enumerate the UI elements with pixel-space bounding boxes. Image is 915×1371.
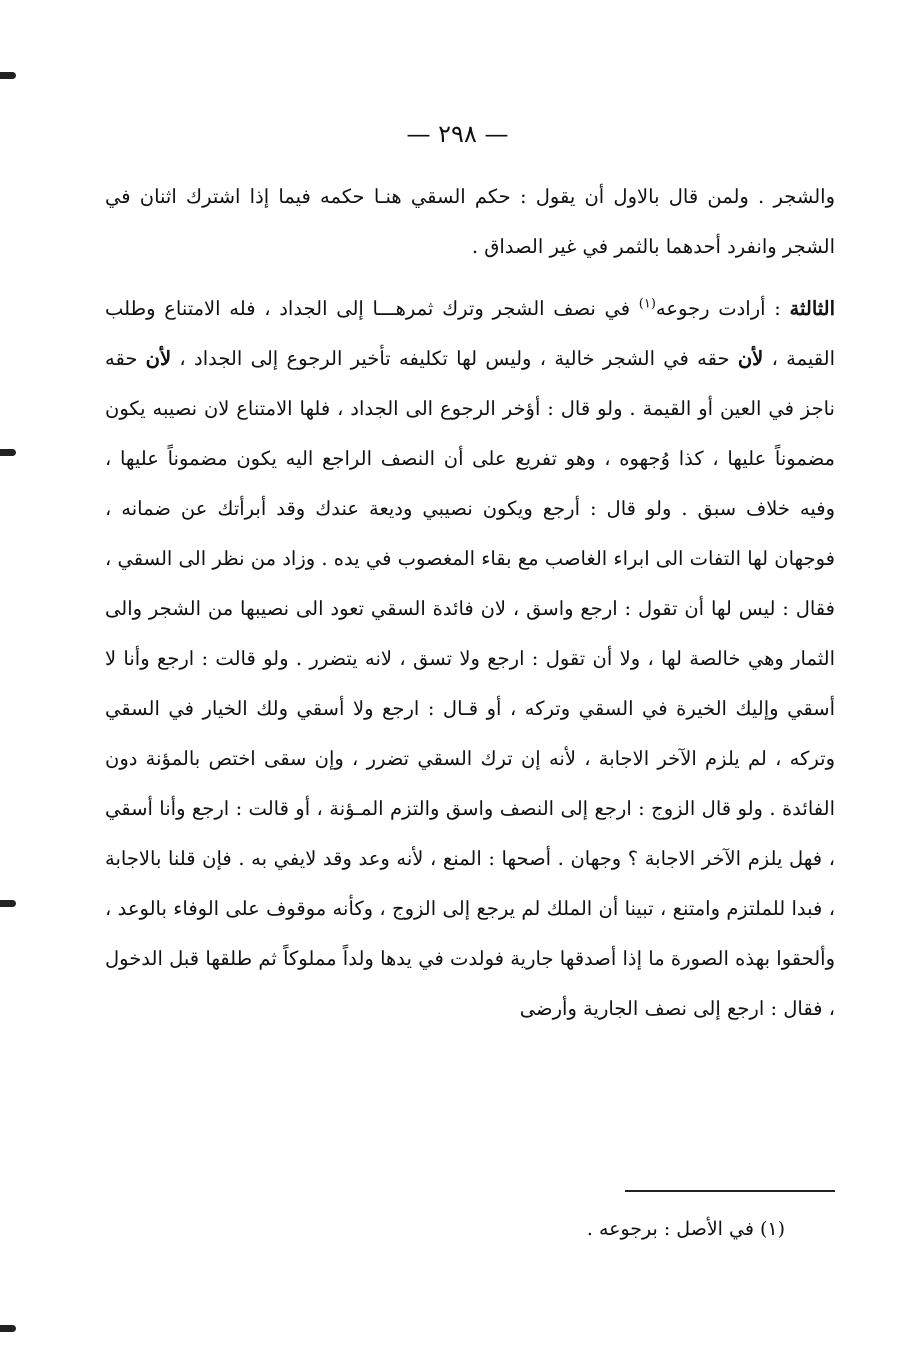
page-number: — ٢٩٨ — — [406, 120, 509, 148]
section-bold-2: لأن — [737, 347, 764, 370]
footnote-divider — [625, 1190, 835, 1192]
scan-edge-mark — [0, 1325, 16, 1332]
section-lead: الثالثة — [789, 297, 836, 320]
section-bold-3: لأن — [145, 347, 172, 370]
section-text-2: حقه في الشجر خالية ، وليس لها تكليفه تأخير الرجوع إلى الجداد ، — [171, 347, 738, 370]
intro-paragraph: والشجر . ولمن قال بالاول أن يقول : حكم السقي هنـا حكمه فيما إذا اشترك اثنان في الشجر وانفرد أحدهما بالثمر في غير الصداق . — [105, 185, 835, 258]
section-paragraph — [105, 284, 835, 1034]
footnote-reference: (١) — [638, 296, 656, 312]
scan-edge-mark — [0, 900, 16, 907]
section-head-text: : أرادت رجوعه — [655, 297, 790, 320]
scan-edge-mark — [0, 72, 16, 79]
scan-edge-mark — [0, 449, 16, 456]
section-text-1: في نصف الشجر وترك ثمرهـــا إلى الجداد ، فله الامتناع وطلب القيمة ، — [105, 297, 835, 370]
footnote: (١) في الأصل : برجوعه . — [586, 1218, 785, 1240]
main-text — [105, 172, 835, 1034]
section-text-3: حقه ناجز في العين أو القيمة . ولو قال : أؤخر الرجوع الى الجداد ، فلها الامتناع لان نصيبه يكون مضموناً عليها ، كذا وُجهوه ، وهو تفريع على أن النصف الراجع اليه يكون مضموناً عليها ، وفيه خلاف سبق . ولو قال : أرجع ويكون نصيبي وديعة عندك وقد أبرأتك عن ضمانه ، فوجهان لها التفات الى ابراء الغاصب مع بقاء المغصوب في يده . وزاد من نظر الى السقي ، فقال : ليس لها أن تقول : ارجع واسق ، لان فائدة السقي تعود الى نصيبها من الشجر والى الثمار وهي خالصة لها ، ولا أن تقول : ارجع ولا تسق ، لانه يتضرر . ولو قالت : ارجع وأنا لا أسقي وإليك الخيرة في السقي وتركه ، أو قـال : ارجع ولا أسقي ولك الخيار في السقي وتركه ، لم يلزم الآخر الاجابة ، لأنه إن ترك السقي تضرر ، وإن سقى اختص بالمؤنة دون الفائدة . ولو قال الزوج : ارجع إلى النصف واسق والتزم المـؤنة ، أو قالت : ارجع وأنا أسقي ، فهل يلزم الآخر الاجابة ؟ وجهان . أصحها : المنع ، لأنه وعد وقد لايفي به . فإن قلنا بالاجابة ، فبدا للملتزم وامتنع ، تبينا أن الملك لم يرجع إلى الزوج ، وكأنه موقوف على الوفاء بالوعد ، وألحقوا بهذه الصورة ما إذا أصدقها جارية فولدت في يدها ولداً مملوكاً ثم طلقها قبل الدخول ، فقال : ارجع إلى نصف الجارية وأرضى — [104, 347, 835, 1020]
